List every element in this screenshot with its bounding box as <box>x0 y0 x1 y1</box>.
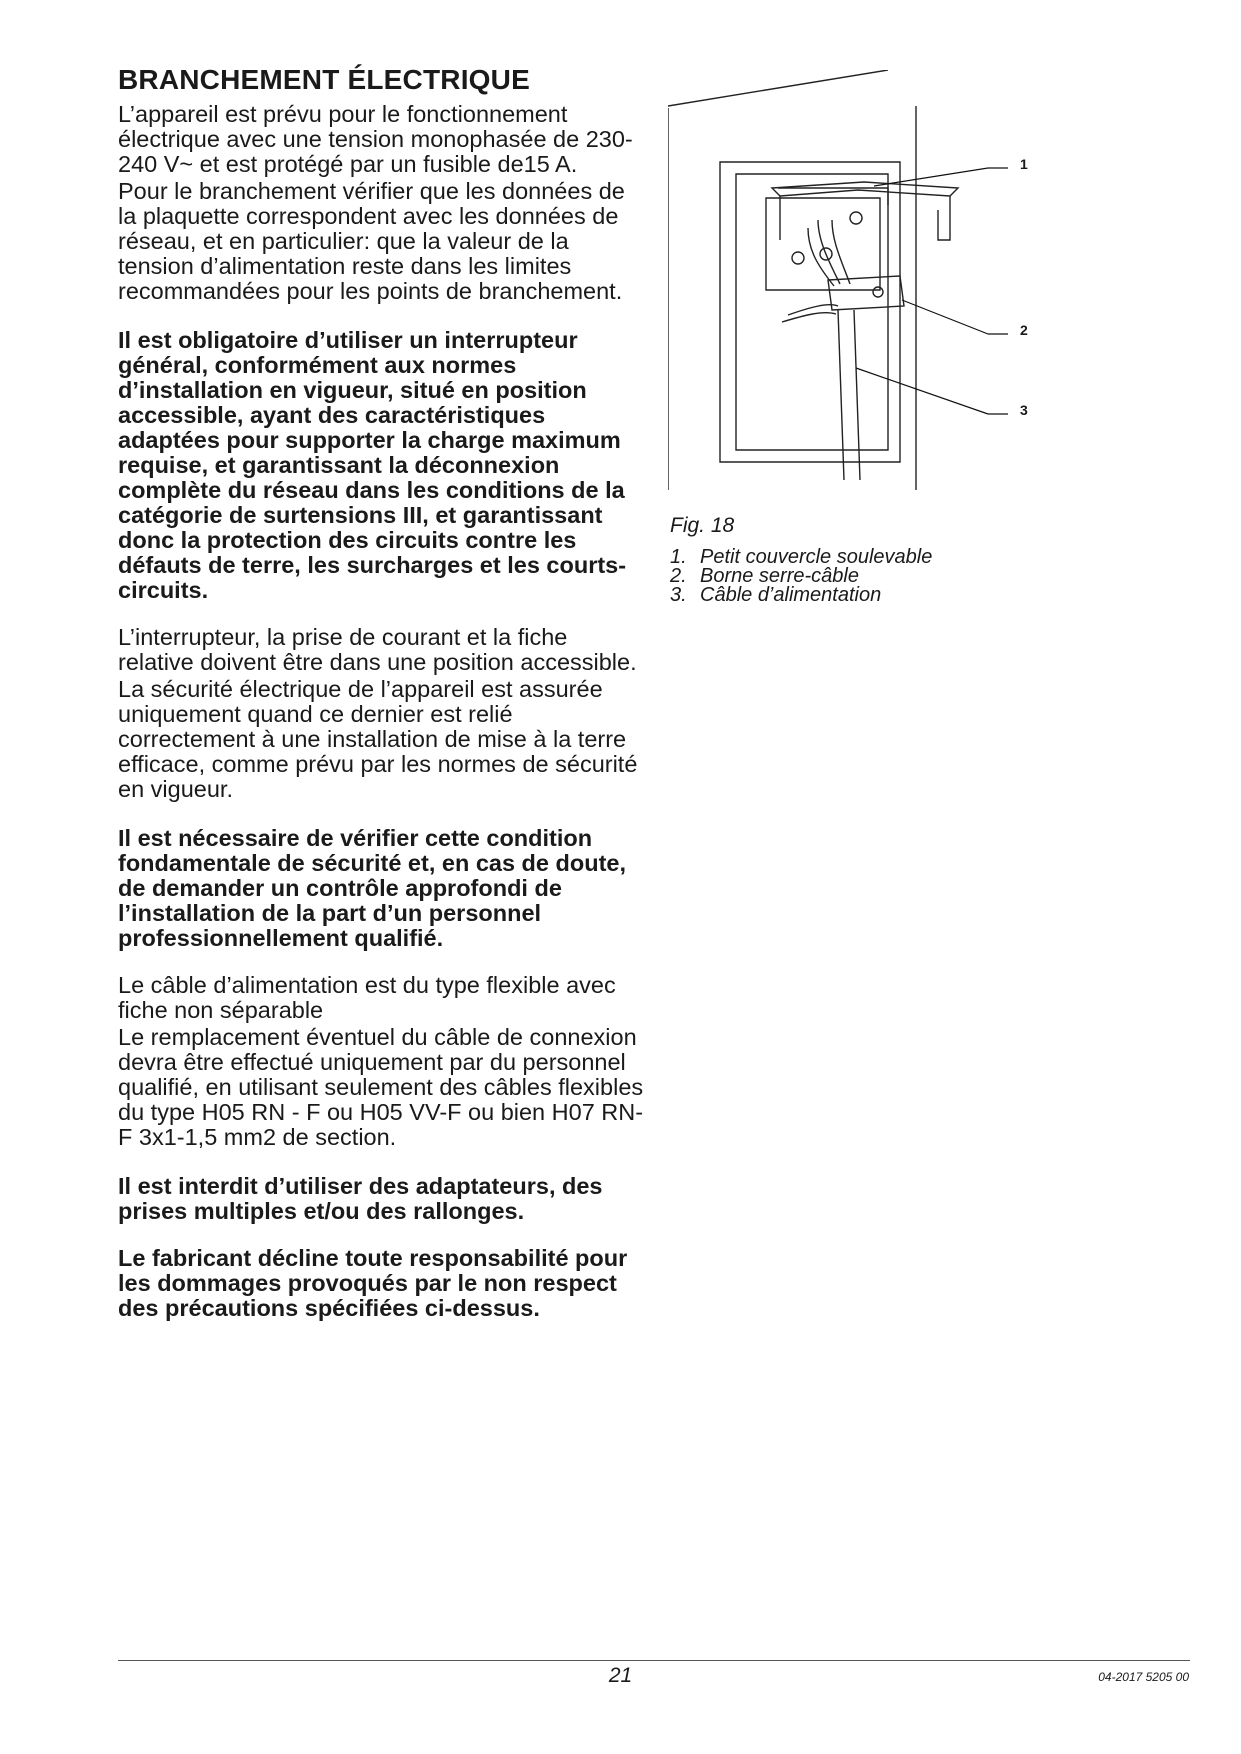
legend-item <box>670 586 932 605</box>
legend-number: 2. <box>670 565 687 587</box>
callout-1: 1 <box>1020 156 1028 172</box>
section-title: BRANCHEMENT ÉLECTRIQUE <box>118 64 530 95</box>
legend-number: 3. <box>670 584 687 606</box>
paragraph-cable-type: Le câble d’alimentation est du type flexible avec fiche non séparable <box>118 972 616 1023</box>
figure-legend <box>670 548 932 605</box>
legend-label: Borne serre-câble <box>700 565 859 587</box>
warning-safety-check: Il est nécessaire de vérifier cette condition fondamentale de sécurité et, en cas de doute, de demander un contrôle approfondi de l’installation de la part d’un personnel professionnellement qualifié. <box>118 825 627 951</box>
paragraph-switch-access: L’interrupteur, la prise de courant et la fiche relative doivent être dans une position accessible. <box>118 624 637 675</box>
warning-main-switch: Il est obligatoire d’utiliser un interrupteur général, conformément aux normes d’installation en vigueur, situé en position accessible, ayant des caractéristiques adaptées pour supporter la charge maximum requise, et garantissant la déconnexion complète du réseau dans les conditions de la catégorie de surtensions III, et garantissant donc la protection des circuits contre les défauts de terre, les surcharges et les courts-circuits. <box>118 327 627 603</box>
legend-label: Petit couvercle soulevable <box>700 546 933 568</box>
text-column <box>118 64 646 1343</box>
document-code: 04-2017 5205 00 <box>1098 1670 1189 1684</box>
callout-2: 2 <box>1020 322 1028 338</box>
warning-adapters: Il est interdit d’utiliser des adaptateurs, des prises multiples et/ou des rallonges. <box>118 1173 603 1224</box>
figure-caption: Fig. 18 <box>670 514 735 537</box>
paragraph-connection-check: Pour le branchement vérifier que les données de la plaquette correspondent avec les données de réseau, et en particulier: que la valeur de la tension d’alimentation reste dans les limites recommandées pour les points de branchement. <box>118 178 625 304</box>
footer-divider <box>118 1660 1190 1661</box>
paragraph-earthing: La sécurité électrique de l’appareil est assurée uniquement quand ce dernier est relié correctement à une installation de mise à la terre efficace, comme prévu par les normes de sécurité en vigueur. <box>118 676 638 802</box>
paragraph-power-supply: L’appareil est prévu pour le fonctionnement électrique avec une tension monophasée de 230-240 V~ et est protégé par un fusible de15 A. <box>118 101 633 177</box>
warning-liability: Le fabricant décline toute responsabilité pour les dommages provoqués par le non respect des précautions spécifiées ci-dessus. <box>118 1245 628 1321</box>
page-number: 21 <box>608 1664 633 1687</box>
legend-label: Câble d’alimentation <box>700 584 882 606</box>
callout-3: 3 <box>1020 402 1028 418</box>
legend-number: 1. <box>670 546 687 568</box>
figure-terminal-block <box>668 70 1068 500</box>
paragraph-cable-replacement: Le remplacement éventuel du câble de connexion devra être effectué uniquement par du personnel qualifié, en utilisant seulement des câbles flexibles du type H05 RN - F ou H05 VV-F ou bien H07 RN-F 3x1-1,5 mm2 de section. <box>118 1024 644 1150</box>
terminal-block-drawing <box>668 70 1068 500</box>
